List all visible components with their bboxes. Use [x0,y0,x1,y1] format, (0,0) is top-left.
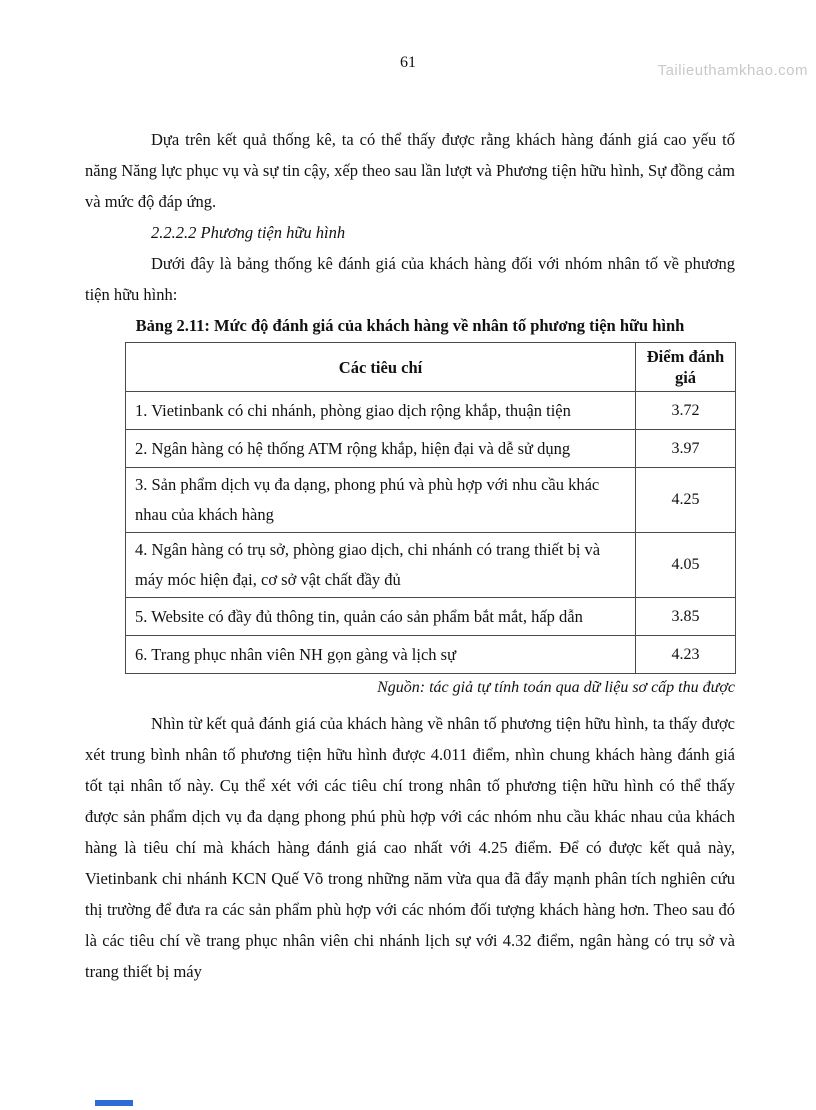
score-cell: 4.25 [636,468,736,533]
paragraph-table-intro: Dưới đây là bảng thống kê đánh giá của khách hàng đối với nhóm nhân tố về phương tiện hữu hình: [85,254,735,304]
watermark: Tailieuthamkhao.com [657,62,808,79]
score-cell: 4.23 [636,636,736,674]
table-row [126,598,736,636]
criteria-cell: 5. Website có đầy đủ thông tin, quản cáo sản phẩm bắt mắt, hấp dẫn [126,598,636,636]
table-title: Bảng 2.11: Mức độ đánh giá của khách hàng về nhân tố phương tiện hữu hình [135,316,685,335]
table-header-row [126,343,736,392]
table-row [126,468,736,533]
table-row [126,636,736,674]
score-cell: 3.85 [636,598,736,636]
table-body [126,392,736,674]
criteria-cell: 3. Sản phẩm dịch vụ đa dạng, phong phú và phù hợp với nhu cầu khác nhau của khách hàng [126,468,636,533]
score-cell: 3.97 [636,430,736,468]
paragraph-analysis: Nhìn từ kết quả đánh giá của khách hàng về nhân tố phương tiện hữu hình, ta thấy được xét trung bình nhân tố phương tiện hữu hình được 4.011 điểm, nhìn chung khách hàng đánh giá tốt tại nhân tố này. Cụ thể xét với các tiêu chí trong nhân tố phương tiện hữu hình có thể thấy được sản phẩm dịch vụ đa dạng phong phú phù hợp với các nhóm nhu cầu khác nhau của khách hàng là tiêu chí mà khách hàng đánh giá cao nhất với 4.25 điểm. Để có được kết quả này, Vietinbank chi nhánh KCN Quế Võ trong những năm vừa qua đã đẩy mạnh phân tích nghiên cứu thị trường để đưa ra các sản phẩm phù hợp với các nhóm đối tượng khách hàng hơn. Theo sau đó là các tiêu chí về trang phục nhân viên chi nhánh lịch sự với 4.32 điểm, ngân hàng có trụ sở và trang thiết bị máy [85,714,735,981]
table-source-note: Nguồn: tác giả tự tính toán qua dữ liệu sơ cấp thu được [377,679,735,696]
criteria-cell: 1. Vietinbank có chi nhánh, phòng giao dịch rộng khắp, thuận tiện [126,392,636,430]
score-cell: 3.72 [636,392,736,430]
table-row [126,430,736,468]
document-body [85,124,735,987]
table-row [126,533,736,598]
page-number: 61 [400,54,416,71]
table-row [126,392,736,430]
page-footer-accent-bar [95,1100,133,1106]
section-heading-2-2-2-2: 2.2.2.2 Phương tiện hữu hình [151,223,346,242]
column-header-criteria: Các tiêu chí [126,343,636,392]
criteria-cell: 4. Ngân hàng có trụ sở, phòng giao dịch, chi nhánh có trang thiết bị và máy móc hiện đại, cơ sở vật chất đầy đủ [126,533,636,598]
criteria-cell: 2. Ngân hàng có hệ thống ATM rộng khắp, hiện đại và dễ sử dụng [126,430,636,468]
rating-table [125,342,736,674]
column-header-score: Điểm đánh giá [636,343,736,392]
paragraph-summary-statistics: Dựa trên kết quả thống kê, ta có thể thấy được rằng khách hàng đánh giá cao yếu tố năng Năng lực phục vụ và sự tin cậy, xếp theo sau lần lượt và Phương tiện hữu hình, Sự đồng cảm và mức độ đáp ứng. [85,130,735,211]
criteria-cell: 6. Trang phục nhân viên NH gọn gàng và lịch sự [126,636,636,674]
score-cell: 4.05 [636,533,736,598]
